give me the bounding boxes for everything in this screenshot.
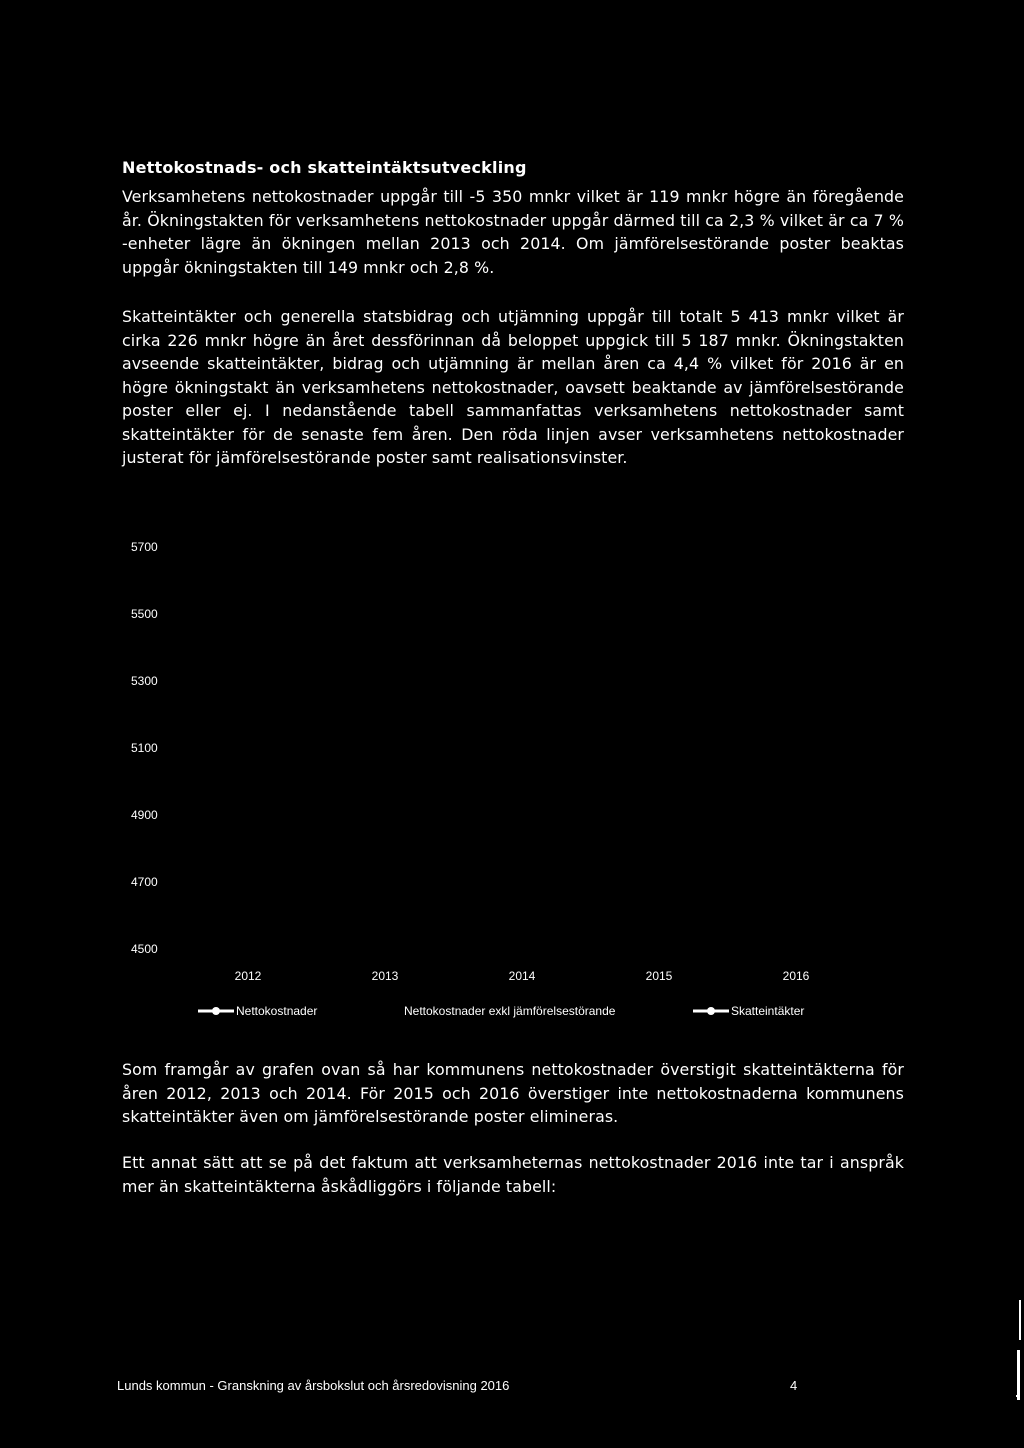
page-number: 4 — [790, 1378, 798, 1393]
y-tick-label: 5300 — [131, 674, 158, 688]
chart-legend — [198, 1004, 804, 1018]
y-tick-label: 5100 — [131, 741, 158, 755]
y-tick-label: 4900 — [131, 808, 158, 822]
legend-label: Nettokostnader — [236, 1004, 318, 1018]
paragraph-graph-conclusion: Som framgår av grafen ovan så har kommunens nettokostnader överstigit skatteintäkterna för åren 2012, 2013 och 2014. För 2015 och 2016 överstiger inte nettokostnaderna kommunens skatteintäkter även om jämförelsestörande poster elimineras. — [122, 1060, 904, 1126]
footer-title: Lunds kommun - Granskning av årsbokslut och årsredovisning 2016 — [117, 1378, 510, 1393]
paragraph-tax-revenue: Skatteintäkter och generella statsbidrag och utjämning uppgår till totalt 5 413 mnkr vilket är cirka 226 mnkr högre än året dessförinnan då beloppet uppgick till 5 187 mnkr. Ökningstakten avseende skatteintäkter, bidrag och utjämning är mellan åren ca 4,4 % vilket för 2016 är en högre ökningstakt än verksamhetens nettokostnader, oavsett beaktande av jämförelsestörande poster eller ej. I nedanstående tabell sammanfattas verksamhetens nettokostnader samt skatteintäkter för de senaste fem åren. Den röda linjen avser verksamhetens nettokostnader justerat för jämförelsestörande poster samt realisationsvinster. — [122, 307, 904, 467]
x-tick-label: 2014 — [508, 969, 536, 983]
edge-mark — [1019, 1300, 1021, 1340]
legend-marker — [212, 1007, 220, 1015]
legend-marker — [707, 1007, 715, 1015]
section-heading: Nettokostnads- och skatteintäktsutveckling — [122, 158, 527, 177]
x-tick-label: 2013 — [371, 969, 399, 983]
line-chart — [0, 520, 1024, 1030]
paragraph-next-table: Ett annat sätt att se på det faktum att verksamheternas nettokostnader 2016 inte tar i anspråk mer än skatteintäkterna åskådliggörs i följande tabell: — [122, 1153, 904, 1196]
x-tick-label: 2015 — [645, 969, 673, 983]
legend-label: Skatteintäkter — [731, 1004, 805, 1018]
y-axis-ticks — [131, 540, 158, 956]
edge-mark — [1016, 1395, 1020, 1397]
x-tick-label: 2016 — [782, 969, 810, 983]
y-tick-label: 4700 — [131, 875, 158, 889]
y-tick-label: 5700 — [131, 540, 158, 554]
x-tick-label: 2012 — [234, 969, 262, 983]
y-tick-label: 5500 — [131, 607, 158, 621]
edge-mark — [1017, 1350, 1020, 1400]
x-axis-ticks — [235, 969, 810, 983]
legend-label: Nettokostnader exkl jämförelsestörande — [404, 1004, 616, 1018]
y-tick-label: 4500 — [131, 942, 158, 956]
paragraph-net-costs: Verksamhetens nettokostnader uppgår till -5 350 mnkr vilket är 119 mnkr högre än föregående år. Ökningstakten för verksamhetens nettokostnader uppgår därmed till ca 2,3 % vilket är ca 7 % -enheter lägre än ökningen mellan 2013 och 2014. Om jämförelsestörande poster beaktas uppgår ökningstakten till 149 mnkr och 2,8 %. — [122, 187, 904, 277]
